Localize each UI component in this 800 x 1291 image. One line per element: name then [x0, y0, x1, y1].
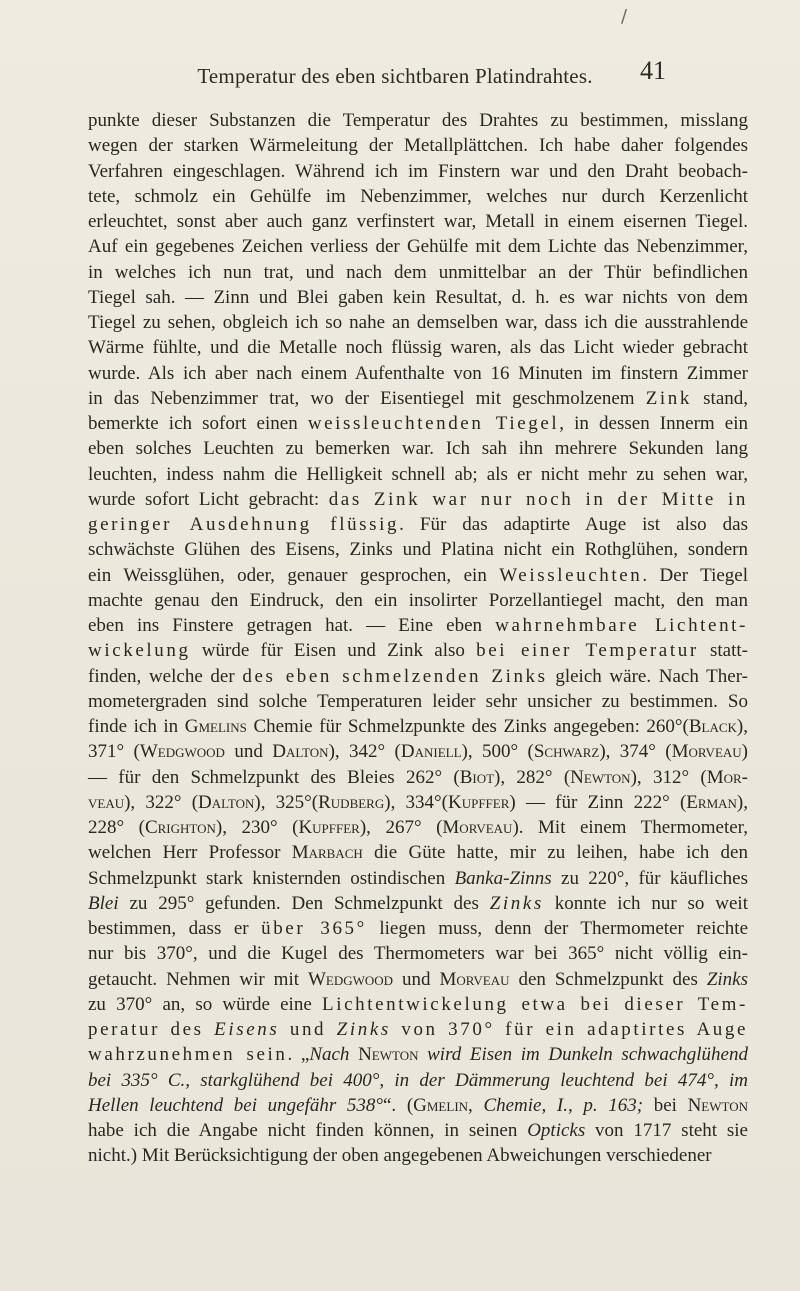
text-segment: bei — [643, 1094, 688, 1116]
text-segment: bestimmen, dass er — [88, 918, 262, 939]
text-line — [88, 310, 748, 335]
text-segment: würde für Eisen und Zink also — [190, 640, 477, 662]
text-segment: finden, welche der — [88, 665, 243, 687]
page-number: 41 — [640, 56, 666, 85]
text-segment: 371° ( — [88, 741, 140, 763]
text-segment: von 1717 steht sie — [585, 1120, 748, 1141]
text-segment: . Für das adaptirte Auge ist also das — [399, 514, 748, 535]
text-segment: stand, — [692, 387, 748, 409]
text-segment: welchen Herr Professor — [88, 842, 292, 864]
text-segment: Biot — [459, 766, 495, 788]
text-segment: Zink — [645, 387, 692, 409]
text-line — [88, 916, 748, 941]
text-line — [88, 108, 748, 133]
text-segment: . Der Tiegel — [642, 564, 748, 586]
text-segment: wurde. Als ich aber nach einem Aufenthalte von 16 Minuten im finstern Zimmer — [88, 362, 748, 384]
text-segment: ein Weissglühen, oder, genauer gesprochen, ein — [88, 564, 500, 586]
text-segment: , in dessen Innerm ein — [559, 413, 748, 434]
text-segment: liegen muss, denn der Thermometer reichte — [366, 918, 749, 939]
text-segment: Blei — [88, 892, 119, 914]
text-segment: Wedgwood — [139, 741, 225, 763]
text-segment: und — [224, 741, 273, 763]
text-segment: zu 295° gefunden. Den Schmelzpunkt des — [118, 892, 490, 914]
text-line — [88, 1143, 748, 1168]
text-segment: eben ins Finstere getragen hat. — Eine eben — [88, 615, 496, 636]
text-segment: ), 230° ( — [215, 817, 299, 838]
text-segment: Weissleuchten — [499, 564, 643, 586]
text-line — [88, 462, 748, 487]
text-segment: Zinks — [489, 892, 544, 914]
text-segment: Newton — [687, 1094, 748, 1116]
text-line — [88, 335, 748, 360]
text-segment: “. ( — [383, 1094, 414, 1116]
text-segment: schwächste Glühen des Eisens, Zinks und Platina nicht ein Rothglühen, sondern — [88, 539, 748, 561]
text-segment: ), 500° ( — [461, 741, 534, 763]
text-segment: Morveau — [439, 968, 510, 990]
text-segment: veau — [88, 791, 125, 813]
text-line — [88, 866, 748, 891]
text-segment: ), 342° ( — [328, 741, 401, 763]
text-segment: in welches ich nun trat, und nach dem unmittelbar an der Thür befindlichen — [88, 261, 748, 283]
text-segment: — für den Schmelzpunkt des Bleies 262° ( — [88, 766, 460, 788]
text-segment: eben solches Leuchten zu bemerken war. Ich sah ihn mehrere Sekunden lang — [88, 438, 748, 460]
text-segment: ) — [741, 741, 748, 763]
text-segment: weissleuchtenden Tiegel — [307, 413, 560, 434]
text-line — [88, 1093, 748, 1118]
text-segment: Schmelzpunkt stark knisternden ostindischen — [88, 867, 455, 889]
text-segment: Opticks — [527, 1120, 586, 1141]
text-segment: , — [468, 1094, 484, 1116]
text-segment: Banka-Zinns — [454, 867, 552, 889]
text-segment: ), 334°( — [384, 791, 448, 813]
text-segment: Erman — [686, 791, 737, 813]
text-line — [88, 487, 748, 512]
text-segment: Dalton — [272, 741, 329, 763]
text-segment: Chemie für Schmelzpunkte des Zinks angegeben: 260°( — [246, 716, 689, 737]
text-segment: wahrzunehmen sein — [88, 1044, 288, 1066]
text-segment: wickelung — [88, 640, 191, 662]
text-segment: wahrnehmbare Lichtent- — [495, 615, 748, 636]
text-segment: ), 322° ( — [124, 791, 199, 813]
body-text — [88, 108, 748, 1169]
text-segment: bemerkte ich sofort einen — [88, 413, 308, 434]
text-segment: wegen der starken Wärmeleitung der Metallplättchen. Ich habe daher folgendes — [88, 135, 748, 157]
text-segment: das Zink war nur noch in der Mitte in — [328, 488, 748, 510]
text-segment: Kupffer — [447, 791, 510, 813]
text-line — [88, 411, 748, 436]
text-segment: Auf ein gegebenes Zeichen verliess der Gehülfe mit dem Lichte das Nebenzimmer, — [88, 236, 748, 258]
text-segment: Eisens — [214, 1019, 280, 1040]
text-segment: Wedgwood — [307, 968, 394, 990]
text-segment: ), 312° ( — [630, 766, 707, 788]
text-segment: zu 370° an, so würde eine — [88, 993, 322, 1015]
text-segment: und — [393, 968, 440, 990]
text-line — [88, 815, 748, 840]
text-segment: Marbach — [291, 842, 363, 864]
text-segment: . „ — [287, 1044, 310, 1066]
text-segment: Gmelins — [184, 716, 247, 737]
text-line — [88, 234, 748, 259]
text-segment: 228° ( — [88, 817, 145, 838]
text-segment: bei einer Temperatur — [476, 640, 699, 662]
text-segment: Newton — [570, 766, 631, 788]
text-line — [88, 992, 748, 1017]
text-line — [88, 563, 748, 588]
text-line — [88, 613, 748, 638]
text-line — [88, 159, 748, 184]
text-segment: Black — [688, 716, 737, 737]
text-segment: mometergraden sind solche Temperaturen leider sehr unsicher zu bestimmen. So — [88, 690, 748, 712]
text-line — [88, 790, 748, 815]
text-segment: in das Nebenzimmer trat, wo der Eisentiegel mit geschmolzenem — [88, 387, 646, 409]
text-line — [88, 361, 748, 386]
text-segment: Wärme fühlte, und die Metalle noch flüssig waren, als das Licht wieder gebracht — [88, 337, 748, 359]
text-segment: getaucht. Nehmen wir mit — [88, 968, 308, 990]
text-line — [88, 133, 748, 158]
text-line — [88, 537, 748, 562]
text-segment: tete, schmolz ein Gehülfe im Nebenzimmer, welches nur durch Kerzenlicht — [88, 185, 748, 207]
text-segment: erleuchtet, sonst aber auch ganz verfinstert war, Metall in einem eisernen Tiegel. — [88, 211, 748, 232]
text-segment: konnte ich nur so weit — [543, 892, 748, 914]
text-segment: Morveau — [671, 741, 742, 763]
text-segment: ), 282° ( — [494, 766, 571, 788]
text-line — [88, 512, 748, 537]
text-segment: Schwarz — [533, 741, 600, 763]
text-line — [88, 1017, 748, 1042]
text-line — [88, 386, 748, 411]
text-segment: Newton — [358, 1044, 419, 1066]
text-segment: Crighton — [144, 817, 216, 838]
text-segment: ). Mit einem Thermometer, — [512, 817, 748, 838]
text-segment: Hellen leuchtend bei ungefähr 538° — [88, 1094, 383, 1116]
text-segment: ) — für Zinn 222° ( — [509, 791, 687, 813]
text-line — [88, 714, 748, 739]
text-segment: Gmelin — [413, 1094, 469, 1116]
text-segment: Verfahren eingeschlagen. Während ich im Finstern war und den Draht beobach- — [88, 160, 748, 182]
text-segment: wird Eisen im Dunkeln schwachglühend — [418, 1044, 748, 1066]
text-segment: machte genau den Eindruck, den ein insolirter Porzellantiegel macht, den man — [88, 589, 748, 611]
text-segment: nicht.) Mit Berücksichtigung der oben angegebenen Abweichungen verschiedener — [88, 1145, 712, 1167]
text-segment: ), 325°( — [254, 791, 319, 813]
text-segment: Dalton — [198, 791, 255, 813]
text-segment: Mor- — [706, 766, 748, 788]
text-line — [88, 967, 748, 992]
text-line — [88, 588, 748, 613]
text-line — [88, 941, 748, 966]
text-segment: geringer Ausdehnung flüssig — [88, 514, 400, 535]
text-line — [88, 1118, 748, 1143]
text-segment: Zinks — [336, 1019, 391, 1040]
text-segment: Morveau — [442, 817, 513, 838]
text-segment: ), 374° ( — [599, 741, 672, 763]
text-segment: leuchten, indess nahm die Helligkeit schnell ab; als er nicht mehr zu sehen war, — [88, 463, 748, 485]
running-title: Temperatur des eben sichtbaren Platindrahtes. — [197, 64, 593, 88]
text-line — [88, 765, 748, 790]
text-segment: Tiegel sah. — Zinn und Blei gaben kein Resultat, d. h. es war nichts von dem — [88, 286, 748, 308]
text-segment: Nach — [309, 1044, 359, 1066]
text-line — [88, 840, 748, 865]
text-line — [88, 209, 748, 234]
corner-mark: / — [621, 6, 628, 27]
text-segment: Lichtentwickelung etwa bei dieser Tem- — [321, 993, 748, 1015]
text-segment: die Güte hatte, mir zu leihen, habe ich den — [362, 842, 748, 864]
text-line — [88, 436, 748, 461]
text-line — [88, 664, 748, 689]
text-segment: punkte dieser Substanzen die Temperatur des Drahtes zu bestimmen, misslang — [88, 110, 748, 131]
text-line — [88, 891, 748, 916]
text-segment: Tiegel zu sehen, obgleich ich so nahe an demselben war, dass ich die ausstrahlende — [88, 312, 748, 333]
text-segment: und — [279, 1019, 337, 1040]
text-segment: finde ich in — [88, 716, 185, 737]
text-segment: Kupffer — [298, 817, 360, 838]
text-segment: Rudberg — [318, 791, 385, 813]
text-segment: wurde sofort Licht gebracht: — [88, 488, 329, 510]
text-segment: Daniell — [400, 741, 462, 763]
text-line — [88, 1042, 748, 1067]
text-segment: peratur des — [88, 1019, 215, 1040]
text-segment: bei 335° C., starkglühend bei 400°, in der Dämmerung leuchtend bei 474°, im — [88, 1069, 748, 1091]
text-segment: über 365° — [261, 918, 367, 939]
text-segment: habe ich die Angabe nicht finden können, in seinen — [88, 1120, 528, 1141]
text-line — [88, 285, 748, 310]
text-segment: von 370° für ein adaptirtes Auge — [390, 1019, 749, 1040]
running-head — [0, 56, 800, 98]
text-line — [88, 638, 748, 663]
text-segment: Chemie, I., p. 163; — [483, 1094, 644, 1116]
text-segment: ), — [736, 716, 748, 737]
text-segment: Zinks — [706, 968, 748, 990]
text-segment: zu 220°, für käufliches — [551, 867, 748, 889]
text-segment: ), — [736, 791, 748, 813]
text-segment: nur bis 370°, und die Kugel des Thermometers war bei 365° nicht völlig ein- — [88, 943, 748, 965]
text-segment: den Schmelzpunkt des — [509, 968, 707, 990]
text-line — [88, 1068, 748, 1093]
text-line — [88, 184, 748, 209]
text-line — [88, 689, 748, 714]
text-line — [88, 260, 748, 285]
text-segment: ), 267° ( — [359, 817, 443, 838]
text-segment: des eben schmelzenden Zinks — [242, 665, 548, 687]
text-segment: gleich wäre. Nach Ther- — [547, 665, 748, 687]
text-line — [88, 739, 748, 764]
text-segment: statt- — [698, 640, 748, 662]
